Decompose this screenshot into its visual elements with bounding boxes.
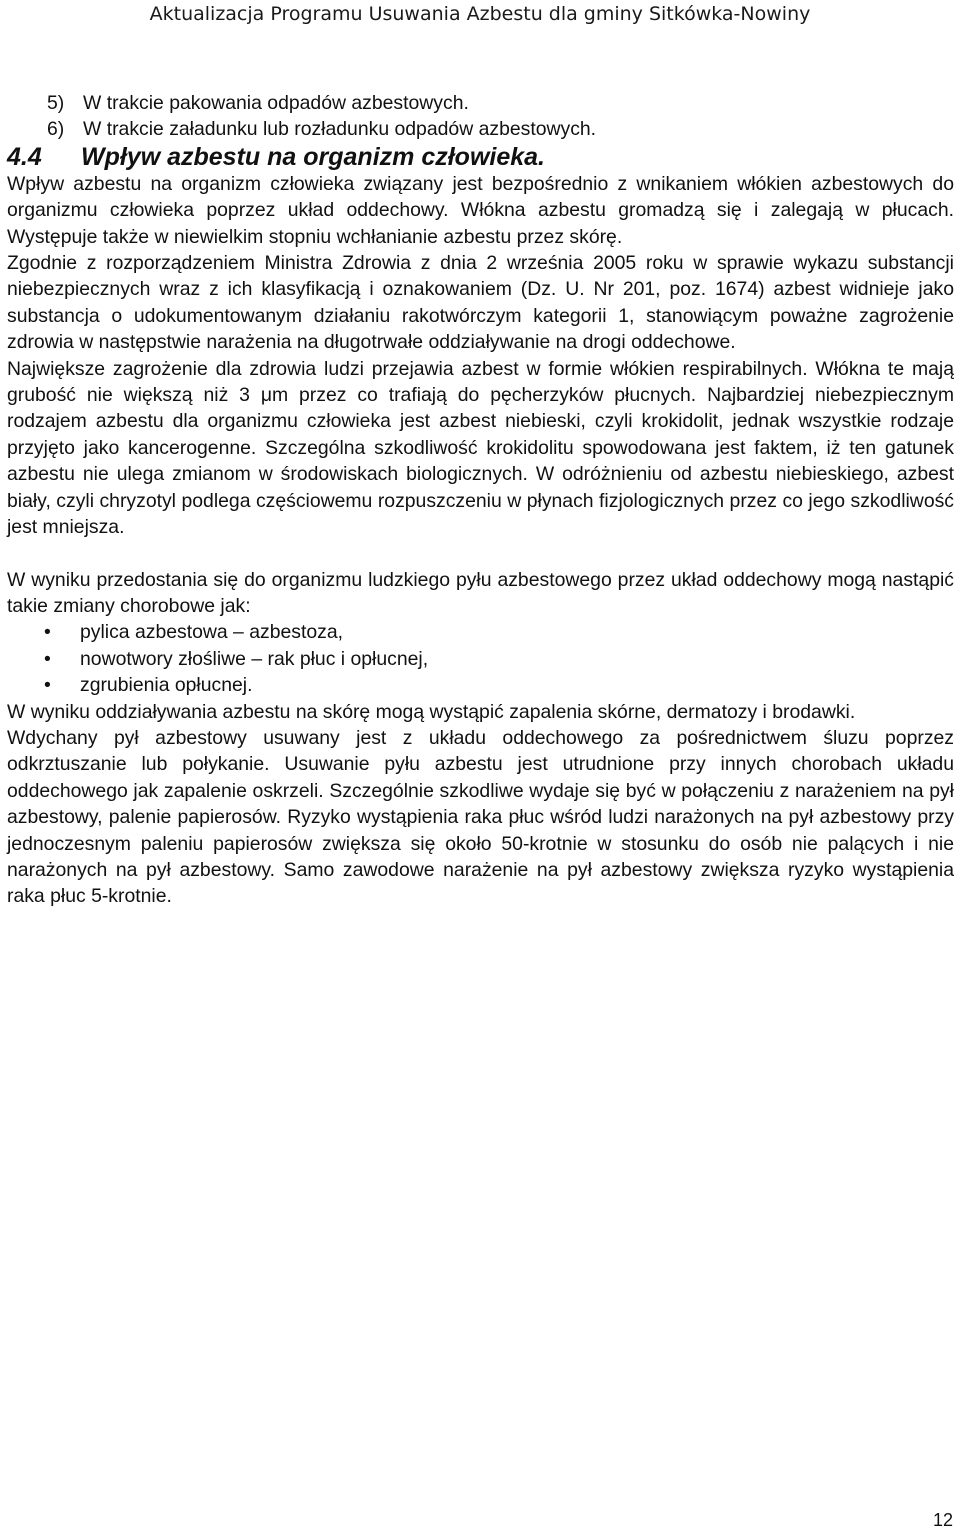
paragraph: Największe zagrożenie dla zdrowia ludzi przejawia azbest w formie włókien respirabilnych. Włókna te mają grubość nie większą niż 3 μm przez co trafiają do pęcherzyków płucnych. Najbardziej niebezpiecznym rodzajem azbestu dla organizmu człowieka jest azbest niebieski, czyli krokidolit, jednak wszystkie rodzaje przyjęto jako kancerogenne. Szczególna szkodliwość krokidolitu spowodowana jest faktem, iż ten gatunek azbestu nie ulega zmianom w środowiskach biologicznych. W odróżnieniu od azbestu niebieskiego, azbest biały, czyli chryzotyl podlega częściowemu rozpuszczeniu w płynach fizjologicznych przez co jego szkodliwość jest mniejsza. (7, 357, 954, 539)
numbered-item (7, 116, 954, 142)
item-text: W trakcie pakowania odpadów azbestowych. (83, 92, 469, 114)
paragraph: Zgodnie z rozporządzeniem Ministra Zdrowia z dnia 2 września 2005 roku w sprawie wykazu substancji niebezpiecznych wraz z ich klasyfikacją i oznakowaniem (Dz. U. Nr 201, poz. 1674) azbest widnieje jako substancja o udokumentowanym działaniu rakotwórczym kategorii 1, stanowiącym poważne zagrożenie zdrowia w następstwie narażenia na długotrwałe oddziaływanie na drogi oddechowe. (7, 252, 954, 354)
section-title: Wpływ azbestu na organizm człowieka. (81, 142, 545, 171)
bullet-icon: • (44, 621, 51, 644)
list-item-text: nowotwory złośliwe – rak płuc i opłucnej, (80, 647, 429, 670)
list-item (7, 619, 954, 645)
list-item-text: zgrubienia opłucnej. (80, 674, 253, 697)
item-number: 6) (47, 118, 65, 141)
list-intro: W wyniku przedostania się do organizmu ludzkiego pyłu azbestowego przez układ oddechowy mogą nastąpić takie zmiany chorobowe jak: (7, 568, 954, 617)
bullet-icon: • (44, 647, 51, 670)
numbered-item (7, 90, 954, 116)
item-number: 5) (47, 92, 65, 114)
list-item-text: pylica azbestowa – azbestoza, (80, 621, 344, 644)
paragraph: Wpływ azbestu na organizm człowieka związany jest bezpośrednio z wnikaniem włókien azbestowych do organizmu człowieka poprzez układ oddechowy. Włókna azbestu gromadzą się i zalegają w płucach. Występuje także w niewielkim stopniu wchłanianie azbestu przez skórę. (7, 172, 954, 248)
paragraph: W wyniku oddziaływania azbestu na skórę mogą wystąpić zapalenia skórne, dermatozy i brodawki. (7, 700, 856, 723)
bullet-list (7, 619, 954, 698)
document-body (7, 90, 954, 910)
item-text: W trakcie załadunku lub rozładunku odpadów azbestowych. (83, 118, 597, 141)
list-item (7, 672, 954, 698)
section-heading (7, 143, 954, 171)
page-header: Aktualizacja Programu Usuwania Azbestu dla gminy Sitkówka-Nowiny (149, 3, 811, 25)
paragraph: Wdychany pył azbestowy usuwany jest z układu oddechowego za pośrednictwem śluzu poprzez odkrztuszanie lub połykanie. Usuwanie pyłu azbestu jest utrudnione przy innych chorobach układu oddechowego jak zapalenie oskrzeli. Szczególnie szkodliwe wydaje się być w połączeniu z narażeniem na pył azbestowy, palenie papierosów. Ryzyko wystąpienia raka płuc wśród ludzi narażonych na pył azbestowy przy jednoczesnym paleniu papierosów zwiększa się około 50-krotnie w stosunku do osób nie palących i nie narażonych na pył azbestowy. Samo zawodowe narażenie na pył azbestowy zwiększa ryzyko wystąpienia raka płuc 5-krotnie. (7, 726, 954, 908)
bullet-icon: • (44, 674, 51, 697)
list-item (7, 646, 954, 672)
spacer (7, 541, 954, 567)
section-number: 4.4 (7, 142, 42, 171)
page-number: 12 (932, 1510, 953, 1530)
